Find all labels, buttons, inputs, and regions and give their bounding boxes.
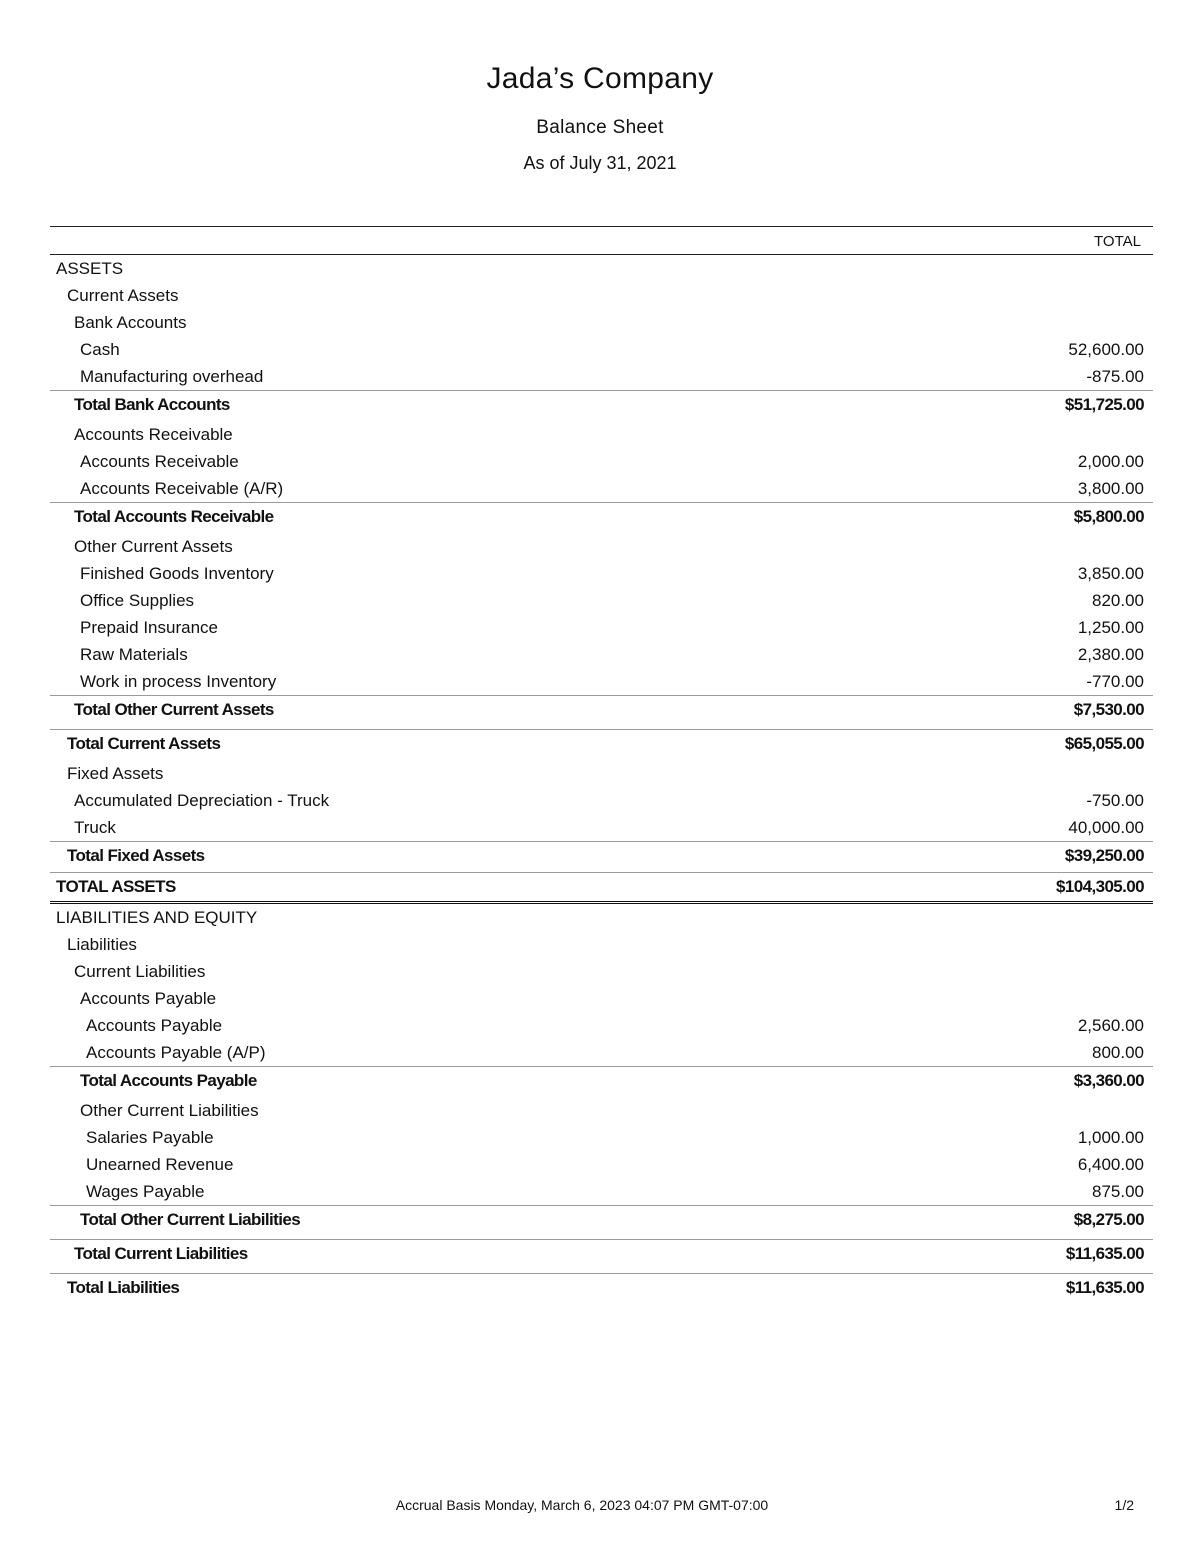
account-row xyxy=(50,814,1153,841)
balance-sheet-table xyxy=(50,226,1153,1304)
row-label: Wages Payable xyxy=(86,1182,205,1201)
group-heading-row xyxy=(50,985,1153,1012)
row-amount: $65,055.00 xyxy=(1064,734,1144,753)
row-amount: 1,000.00 xyxy=(1077,1128,1144,1147)
row-label: Other Current Liabilities xyxy=(80,1101,259,1120)
row-label: Prepaid Insurance xyxy=(80,618,218,637)
row-label: Work in process Inventory xyxy=(80,672,277,691)
group-heading-row xyxy=(50,1097,1153,1124)
row-label: Accounts Receivable (A/R) xyxy=(80,479,284,498)
row-amount: -750.00 xyxy=(1086,791,1144,810)
account-row xyxy=(50,560,1153,587)
row-amount: $7,530.00 xyxy=(1073,700,1144,719)
row-label: Total Fixed Assets xyxy=(67,846,205,865)
row-label: Accounts Payable (A/P) xyxy=(86,1043,266,1062)
row-label: Total Liabilities xyxy=(67,1278,180,1297)
row-amount: 875.00 xyxy=(1092,1182,1144,1201)
row-label: TOTAL ASSETS xyxy=(56,877,176,896)
footer-basis-timestamp: Accrual Basis Monday, March 6, 2023 04:07 PM GMT-07:00 xyxy=(395,1497,769,1513)
page-number: 1/2 xyxy=(1114,1497,1134,1513)
balance-sheet-rows xyxy=(50,255,1153,1304)
row-label: Total Accounts Receivable xyxy=(74,507,274,526)
row-amount: 1,250.00 xyxy=(1077,618,1144,637)
row-label: Other Current Assets xyxy=(74,537,233,556)
row-label: Accounts Receivable xyxy=(74,425,233,444)
row-label: Total Current Assets xyxy=(67,734,221,753)
row-amount: 6,400.00 xyxy=(1077,1155,1144,1174)
row-amount: 52,600.00 xyxy=(1068,340,1144,359)
row-label: Finished Goods Inventory xyxy=(80,564,274,583)
column-header-row xyxy=(50,226,1153,255)
row-amount: 40,000.00 xyxy=(1068,818,1144,837)
account-row xyxy=(50,475,1153,502)
report-date: As of July 31, 2021 xyxy=(523,153,677,173)
account-row xyxy=(50,448,1153,475)
account-row xyxy=(50,614,1153,641)
row-amount: $104,305.00 xyxy=(1056,877,1144,896)
total-row xyxy=(50,729,1153,760)
total-row xyxy=(50,872,1153,904)
row-amount: $8,275.00 xyxy=(1073,1210,1144,1229)
row-label: ASSETS xyxy=(56,259,124,278)
group-heading-row xyxy=(50,760,1153,787)
row-amount: 3,800.00 xyxy=(1077,479,1144,498)
account-row xyxy=(50,1124,1153,1151)
row-label: Truck xyxy=(74,818,116,837)
row-label: Manufacturing overhead xyxy=(80,367,264,386)
total-row xyxy=(50,390,1153,421)
account-row xyxy=(50,641,1153,668)
row-amount: 2,380.00 xyxy=(1077,645,1144,664)
row-label: Unearned Revenue xyxy=(86,1155,234,1174)
row-label: Office Supplies xyxy=(80,591,195,610)
group-heading-row xyxy=(50,958,1153,985)
account-row xyxy=(50,1151,1153,1178)
row-label: Accounts Payable xyxy=(86,1016,223,1035)
row-amount: $11,635.00 xyxy=(1065,1278,1144,1297)
account-row xyxy=(50,587,1153,614)
group-heading-row xyxy=(50,931,1153,958)
account-row xyxy=(50,1039,1153,1066)
company-name: Jada’s Company xyxy=(486,62,714,95)
group-heading-row xyxy=(50,421,1153,448)
row-label: Fixed Assets xyxy=(67,764,164,783)
row-label: Raw Materials xyxy=(80,645,188,664)
row-label: Current Assets xyxy=(67,286,179,305)
total-row xyxy=(50,1066,1153,1097)
account-row xyxy=(50,1012,1153,1039)
row-label: Salaries Payable xyxy=(86,1128,214,1147)
total-row xyxy=(50,1205,1153,1236)
row-label: Total Accounts Payable xyxy=(80,1071,257,1090)
total-row xyxy=(50,502,1153,533)
row-label: Total Current Liabilities xyxy=(74,1244,248,1263)
row-label: Bank Accounts xyxy=(74,313,187,332)
row-amount: $3,360.00 xyxy=(1073,1071,1144,1090)
total-row xyxy=(50,1239,1153,1270)
row-label: Accounts Payable xyxy=(80,989,217,1008)
row-amount: $11,635.00 xyxy=(1065,1244,1144,1263)
total-row xyxy=(50,1273,1153,1304)
account-row xyxy=(50,1178,1153,1205)
account-row xyxy=(50,668,1153,695)
group-heading-row xyxy=(50,904,1153,931)
row-amount: $39,250.00 xyxy=(1064,846,1144,865)
row-label: Accounts Receivable xyxy=(80,452,239,471)
row-label: Liabilities xyxy=(67,935,137,954)
row-label: Total Other Current Liabilities xyxy=(80,1210,301,1229)
row-amount: 800.00 xyxy=(1092,1043,1144,1062)
total-row xyxy=(50,841,1153,872)
account-row xyxy=(50,787,1153,814)
account-row xyxy=(50,336,1153,363)
row-amount: -875.00 xyxy=(1086,367,1144,386)
row-amount: $51,725.00 xyxy=(1064,395,1144,414)
report-title: Balance Sheet xyxy=(536,117,664,138)
row-amount: 2,000.00 xyxy=(1077,452,1144,471)
group-heading-row xyxy=(50,255,1153,282)
row-amount: $5,800.00 xyxy=(1073,507,1144,526)
group-heading-row xyxy=(50,533,1153,560)
account-row xyxy=(50,363,1153,390)
row-label: LIABILITIES AND EQUITY xyxy=(56,908,258,927)
total-column-header: TOTAL xyxy=(1094,233,1141,250)
row-amount: 820.00 xyxy=(1092,591,1144,610)
row-amount: 2,560.00 xyxy=(1077,1016,1144,1035)
row-amount: 3,850.00 xyxy=(1077,564,1144,583)
row-label: Total Bank Accounts xyxy=(74,395,230,414)
row-amount: -770.00 xyxy=(1086,672,1144,691)
total-row xyxy=(50,695,1153,726)
group-heading-row xyxy=(50,282,1153,309)
row-label: Total Other Current Assets xyxy=(74,700,274,719)
row-label: Current Liabilities xyxy=(74,962,206,981)
row-label: Accumulated Depreciation - Truck xyxy=(74,791,330,810)
group-heading-row xyxy=(50,309,1153,336)
row-label: Cash xyxy=(80,340,120,359)
